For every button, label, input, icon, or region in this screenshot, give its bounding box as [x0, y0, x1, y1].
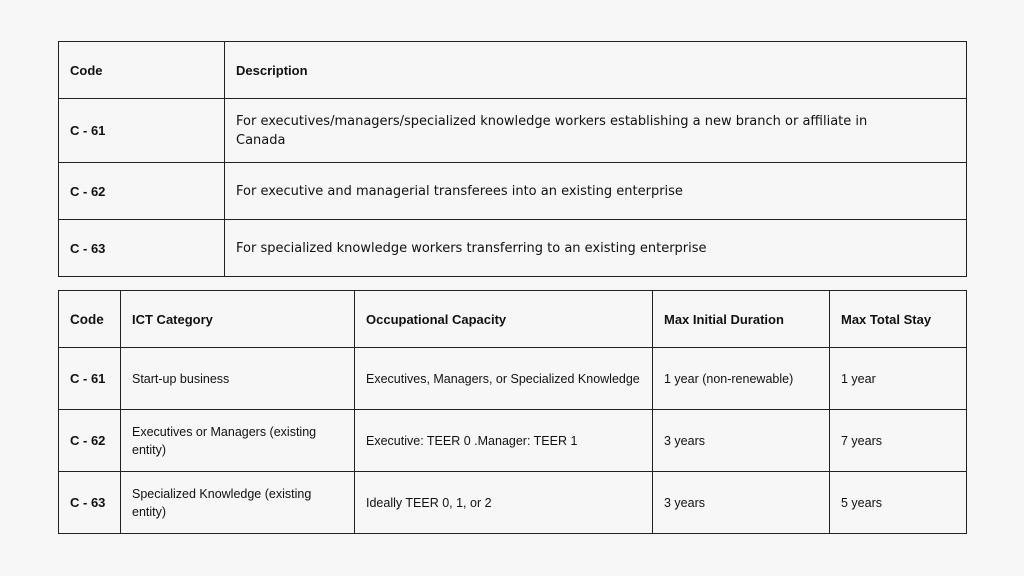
column-header-occupational-capacity: Occupational Capacity [355, 291, 653, 348]
description-cell: For executives/managers/specialized knowledge workers establishing a new branch or affiliate in Canada [225, 99, 967, 163]
code-cell: C - 61 [59, 99, 225, 163]
ict-category-cell: Start-up business [121, 348, 355, 410]
code-cell: C - 63 [59, 472, 121, 534]
column-header-code: Code [59, 291, 121, 348]
max-total-stay-cell: 5 years [830, 472, 967, 534]
table-row [59, 220, 967, 277]
max-initial-duration-cell: 3 years [653, 472, 830, 534]
code-cell: C - 61 [59, 348, 121, 410]
table-header-row [59, 42, 967, 99]
column-header-code: Code [59, 42, 225, 99]
max-total-stay-cell: 7 years [830, 410, 967, 472]
code-cell: C - 63 [59, 220, 225, 277]
max-initial-duration-cell: 3 years [653, 410, 830, 472]
description-cell: For specialized knowledge workers transferring to an existing enterprise [225, 220, 967, 277]
code-description-table [58, 41, 967, 277]
column-header-description: Description [225, 42, 967, 99]
ict-category-table [58, 290, 967, 534]
occupational-capacity-cell: Executive: TEER 0 .Manager: TEER 1 [355, 410, 653, 472]
max-initial-duration-cell: 1 year (non-renewable) [653, 348, 830, 410]
occupational-capacity-cell: Executives, Managers, or Specialized Knowledge [355, 348, 653, 410]
table-row [59, 348, 967, 410]
column-header-ict-category: ICT Category [121, 291, 355, 348]
table-row [59, 99, 967, 163]
max-total-stay-cell: 1 year [830, 348, 967, 410]
description-cell: For executive and managerial transferees into an existing enterprise [225, 163, 967, 220]
table-row [59, 410, 967, 472]
ict-category-cell: Executives or Managers (existing entity) [121, 410, 355, 472]
code-cell: C - 62 [59, 410, 121, 472]
occupational-capacity-cell: Ideally TEER 0, 1, or 2 [355, 472, 653, 534]
table-row [59, 163, 967, 220]
column-header-max-total-stay: Max Total Stay [830, 291, 967, 348]
table-header-row [59, 291, 967, 348]
code-cell: C - 62 [59, 163, 225, 220]
table-row [59, 472, 967, 534]
ict-category-cell: Specialized Knowledge (existing entity) [121, 472, 355, 534]
column-header-max-initial-duration: Max Initial Duration [653, 291, 830, 348]
